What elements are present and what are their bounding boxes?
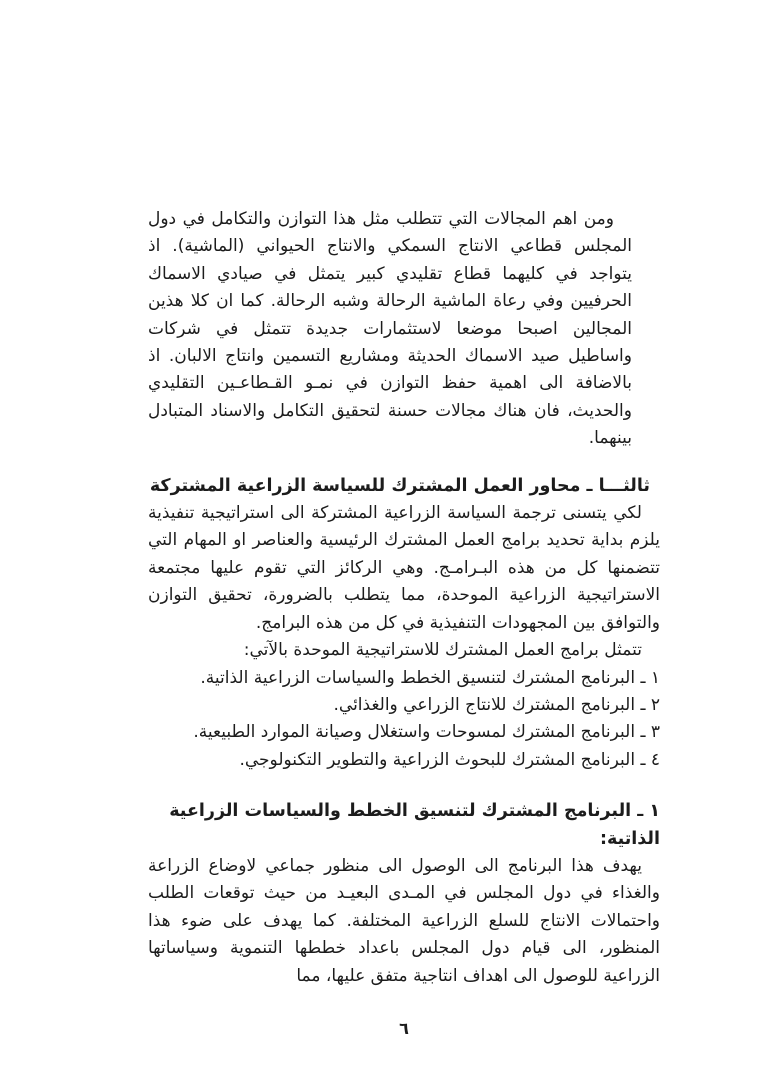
program-list-item-1: ١ ـ البرنامج المشترك لتنسيق الخطط والسياسات الزراعية الذاتية. xyxy=(200,667,660,688)
intro-paragraph: ومن اهم المجالات التي تتطلب مثل هذا التوازن والتكامل في دول المجلس قطاعي الانتاج السمكي والانتاج الحيواني (الماشية). اذ يتواجد في كليهما قطاع تقليدي كبير يتمثل في صيادي الاسماك الحرفيين وفي رعاة الماشية الرحالة وشبه الرحالة. كما ان كلا هذين المجالين اصبحا موضعا لاستثمارات جديدة تتمثل في شركات واساطيل صيد الاسماك الحديثة ومشاريع التسمين وانتاج الالبان. اذ بالاضافة الى اهمية حفظ التوازن في نمـو القـطاعـين التقليدي والحديث، فان هناك مجالات حسنة لتحقيق التكامل والاسناد المتبادل بينهما. xyxy=(148,209,632,449)
program-list-intro: تتمثل برامج العمل المشترك للاستراتيجية الموحدة بالآتي: xyxy=(243,640,642,661)
subsection-heading-program1: ١ ـ البرنامج المشترك لتنسيق الخطط والسياسات الزراعية الذاتية: xyxy=(169,801,660,849)
program-list-item-2: ٢ ـ البرنامج المشترك للانتاج الزراعي والغذائي. xyxy=(333,694,660,715)
program-list-item-3: ٣ ـ البرنامج المشترك لمسوحات واستغلال وصيانة الموارد الطبيعية. xyxy=(193,722,660,743)
program-list-item-4: ٤ ـ البرنامج المشترك للبحوث الزراعية والتطوير التكنولوجي. xyxy=(239,749,660,770)
section-heading-third-axes: ثالثـــا ـ محاور العمل المشترك للسياسة الزراعية المشتركة xyxy=(149,475,650,496)
text-block xyxy=(148,206,660,990)
subsection-paragraph: يهدف هذا البرنامج الى الوصول الى منظور جماعي لاوضاع الزراعة والغذاء في دول المجلس في المـدى البعيـد من حيث توقعات الطلب واحتمالات الانتاج للسلع الزراعية المختلفة. كما يهدف على ضوء هذا المنظور، الى قيام دول المجلس باعداد خططها التنموية وسياساتها الزراعية للوصول الى اهداف انتاجية متفق عليها، مما xyxy=(148,855,660,986)
page-number: ٦ xyxy=(399,1019,409,1038)
page-footer xyxy=(148,1019,660,1038)
section-paragraph: لكي يتسنى ترجمة السياسة الزراعية المشتركة الى استراتيجية تنفيذية يلزم بداية تحديد برامج العمل المشترك الرئيسية والعناصر او المهام التي تتضمنها كل من هذه البـرامـج. وهي الركائز التي تقوم عليها مجتمعة الاستراتيجية الزراعية الموحدة، مما يتطلب بالضرورة، تحقيق التوازن والتوافق بين المجهودات التنفيذية في كل من هذه البرامج. xyxy=(148,503,660,633)
program-list xyxy=(148,665,660,775)
